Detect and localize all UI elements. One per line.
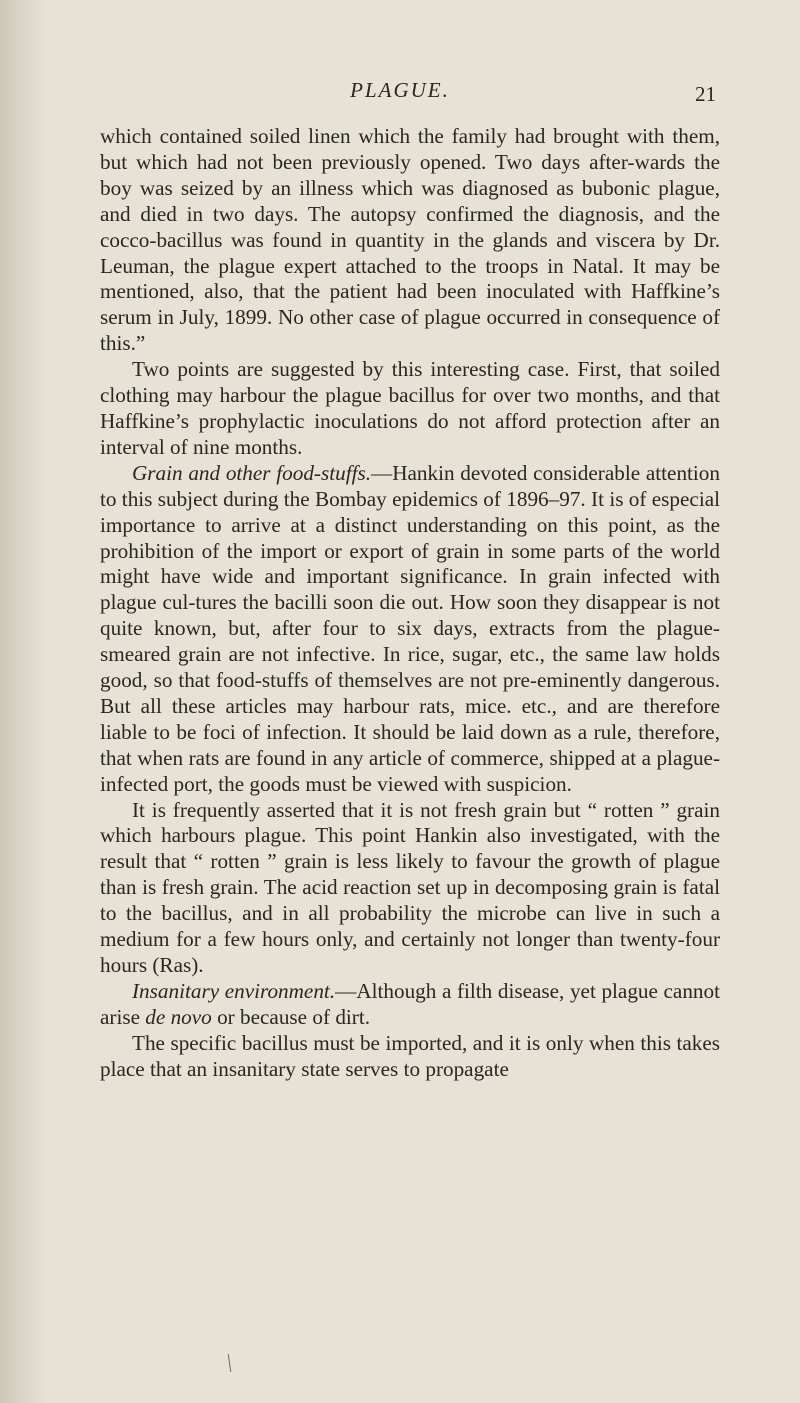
section-heading-grain: Grain and other food-stuffs. <box>132 460 372 485</box>
paragraph-grain-text: —Hankin devoted considerable attention to this subject during the Bombay epidemics of 1896–97. It is of especial importance to arrive at a distinct understanding on this point, as the prohibition of the import or export of grain in some parts of the world might have wide and important significance. In grain infected with plague cul-tures the bacilli soon die out. How soon they disappear is not quite known, but, after four to six days, extracts from the plague-smeared grain are not infective. In rice, sugar, etc., the same law holds good, so that food-stuffs of themselves are not pre-eminently dangerous. But all these articles may harbour rats, mice. etc., and are therefore liable to be foci of infection. It should be laid down as a rule, therefore, that when rats are found in any article of commerce, shipped at a plague-infected port, the goods must be viewed with suspicion. <box>100 460 720 796</box>
paragraph-specific-bacillus: The specific bacillus must be imported, and it is only when this takes place that an insanitary state serves to propagate <box>100 1030 720 1081</box>
paragraph-insanitary <box>100 979 720 1031</box>
section-heading-insanitary: Insanitary environment. <box>132 978 336 1003</box>
paragraph-insanitary-text-b: or because of dirt. <box>211 1004 371 1029</box>
paragraph-two-points: Two points are suggested by this interesting case. First, that soiled clothing may harbour the plague bacillus for over two months, and that Haffkine’s prophylactic inoculations do not afford protection after an interval of nine months. <box>100 357 720 459</box>
running-head: PLAGUE. <box>350 78 450 102</box>
body-text <box>100 124 720 1083</box>
page-header <box>0 78 800 118</box>
page-number: 21 <box>695 82 716 106</box>
latin-phrase: de novo <box>145 1004 212 1029</box>
paragraph-insanitary-text-a: —Although a filth disease, yet plague cannot arise <box>100 978 721 1029</box>
stray-ink-mark <box>228 1354 231 1372</box>
page-edge-shadow <box>0 0 46 1403</box>
paragraph-continued: which contained soiled linen which the family had brought with them, but which had not been previously opened. Two days after-wards the boy was seized by an illness which was diagnosed as bubonic plague, and died in two days. The autopsy confirmed the diagnosis, and the cocco-bacillus was found in quantity in the glands and viscera by Dr. Leuman, the plague expert attached to the troops in Natal. It may be mentioned, also, that the patient had been inoculated with Haffkine’s serum in July, 1899. No other case of plague occurred in consequence of this.” <box>100 124 720 356</box>
paragraph-grain <box>100 461 720 798</box>
paragraph-rotten-grain: It is frequently asserted that it is not fresh grain but “ rotten ” grain which harbours plague. This point Hankin also investigated, with the result that “ rotten ” grain is less likely to favour the growth of plague than is fresh grain. The acid reaction set up in decomposing grain is fatal to the bacillus, and in all probability the microbe can live in such a medium for a few hours only, and certainly not longer than twenty-four hours (Ras). <box>100 797 720 977</box>
